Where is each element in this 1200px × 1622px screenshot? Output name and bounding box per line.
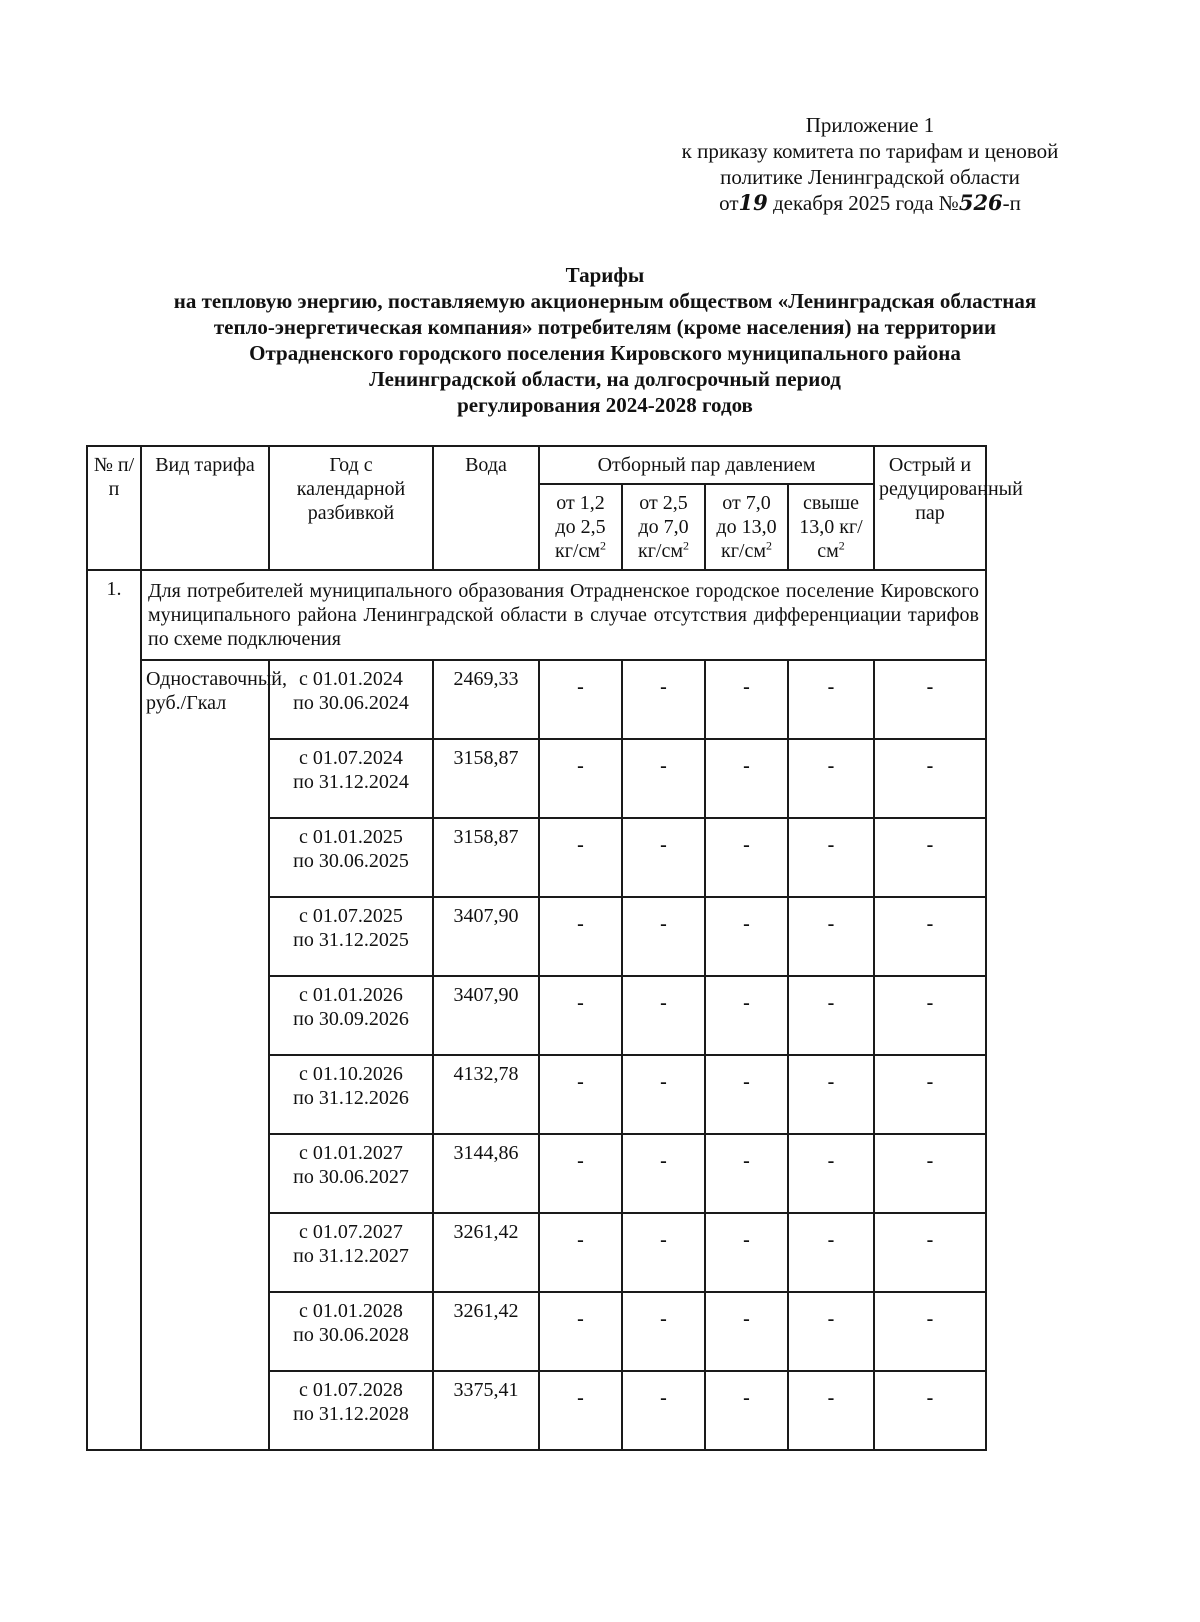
- period-cell: [269, 818, 433, 897]
- annex-date-middle: декабря 2025 года №: [772, 191, 959, 215]
- title-line1: Тарифы: [565, 263, 645, 287]
- empty-value-dash: -: [788, 1134, 874, 1213]
- empty-value-dash: -: [539, 739, 622, 818]
- empty-value-dash: -: [874, 1134, 986, 1213]
- empty-value-dash: -: [622, 976, 705, 1055]
- period-cell: [269, 1134, 433, 1213]
- water-value: 3261,42: [433, 1213, 539, 1292]
- period-to: по 31.12.2024: [293, 771, 409, 793]
- period-cell: [269, 1292, 433, 1371]
- header-pressure-1: от 1,2 до 2,5 $кг/см^2$: [539, 484, 622, 570]
- empty-value-dash: -: [874, 976, 986, 1055]
- period-to: по 30.06.2025: [293, 850, 409, 872]
- period-to: по 30.09.2026: [293, 1008, 409, 1030]
- period-from: с 01.07.2028: [299, 1379, 403, 1401]
- water-value: 2469,33: [433, 660, 539, 739]
- water-value: 3407,90: [433, 897, 539, 976]
- empty-value-dash: -: [539, 976, 622, 1055]
- empty-value-dash: -: [622, 897, 705, 976]
- section-number: 1.: [87, 570, 141, 1450]
- annex-line1: Приложение 1: [805, 113, 935, 137]
- period-from: с 01.01.2028: [299, 1300, 403, 1322]
- water-value: 3158,87: [433, 818, 539, 897]
- empty-value-dash: -: [788, 660, 874, 739]
- empty-value-dash: -: [874, 818, 986, 897]
- period-cell: [269, 976, 433, 1055]
- empty-value-dash: -: [788, 897, 874, 976]
- period-to: по 31.12.2028: [293, 1403, 409, 1425]
- empty-value-dash: -: [622, 1134, 705, 1213]
- annex-date-prefix: от: [719, 191, 739, 215]
- empty-value-dash: -: [622, 818, 705, 897]
- empty-value-dash: -: [788, 1055, 874, 1134]
- empty-value-dash: -: [788, 1371, 874, 1450]
- period-to: по 30.06.2027: [293, 1166, 409, 1188]
- water-value: 4132,78: [433, 1055, 539, 1134]
- header-steam: Отборный пар давлением: [539, 446, 874, 484]
- period-to: по 31.12.2026: [293, 1087, 409, 1109]
- period-from: с 01.01.2027: [299, 1142, 403, 1164]
- empty-value-dash: -: [874, 739, 986, 818]
- annex-order-suffix: -п: [1002, 191, 1021, 215]
- period-to: по 30.06.2028: [293, 1324, 409, 1346]
- period-to: по 31.12.2027: [293, 1245, 409, 1267]
- empty-value-dash: -: [705, 1055, 788, 1134]
- empty-value-dash: -: [705, 1292, 788, 1371]
- period-cell: [269, 897, 433, 976]
- table-row: [87, 660, 986, 739]
- annex-line2: к приказу комитета по тарифам и ценовой: [681, 139, 1059, 163]
- title-line3: тепло-энергетическая компания» потребителям (кроме населения) на территории: [213, 315, 997, 339]
- empty-value-dash: -: [539, 660, 622, 739]
- water-value: 3261,42: [433, 1292, 539, 1371]
- period-cell: [269, 660, 433, 739]
- annex-order-number: 526: [958, 190, 1003, 215]
- empty-value-dash: -: [622, 1292, 705, 1371]
- empty-value-dash: -: [622, 1213, 705, 1292]
- empty-value-dash: -: [539, 1134, 622, 1213]
- empty-value-dash: -: [874, 1371, 986, 1450]
- annex-line3: политике Ленинградской области: [720, 165, 1020, 189]
- period-cell: [269, 1213, 433, 1292]
- empty-value-dash: -: [874, 1213, 986, 1292]
- period-from: с 01.07.2025: [299, 905, 403, 927]
- header-kind: Вид тарифа: [141, 446, 269, 570]
- empty-value-dash: -: [788, 976, 874, 1055]
- document-title: [70, 262, 1140, 418]
- period-from: с 01.07.2027: [299, 1221, 403, 1243]
- period-from: с 01.07.2024: [299, 747, 403, 769]
- empty-value-dash: -: [539, 1292, 622, 1371]
- empty-value-dash: -: [788, 739, 874, 818]
- title-line2: на тепловую энергию, поставляемую акционерным обществом «Ленинградская областная: [173, 289, 1037, 313]
- empty-value-dash: -: [622, 1055, 705, 1134]
- water-value: 3407,90: [433, 976, 539, 1055]
- water-value: 3144,86: [433, 1134, 539, 1213]
- empty-value-dash: -: [788, 1292, 874, 1371]
- empty-value-dash: -: [539, 1213, 622, 1292]
- empty-value-dash: -: [788, 818, 874, 897]
- header-num: № п/п: [87, 446, 141, 570]
- empty-value-dash: -: [705, 976, 788, 1055]
- period-to: по 30.06.2024: [293, 692, 409, 714]
- water-value: 3375,41: [433, 1371, 539, 1450]
- header-sharp-steam: Острый и редуцированный пар: [874, 446, 986, 570]
- annex-day: 19: [738, 190, 768, 215]
- empty-value-dash: -: [874, 1055, 986, 1134]
- period-cell: [269, 739, 433, 818]
- empty-value-dash: -: [705, 897, 788, 976]
- annex-header: [640, 112, 1100, 216]
- empty-value-dash: -: [705, 1213, 788, 1292]
- empty-value-dash: -: [874, 660, 986, 739]
- header-pressure-4: свыше 13,0 $кг/см^2$: [788, 484, 874, 570]
- section-text: Для потребителей муниципального образования Отрадненское городское поселение Кировского муниципального района Ленинградской области в случае отсутствия дифференциации тарифов по схеме подключения: [141, 570, 986, 660]
- header-pressure-2: от 2,5 до 7,0 $кг/см^2$: [622, 484, 705, 570]
- period-cell: [269, 1055, 433, 1134]
- empty-value-dash: -: [705, 660, 788, 739]
- title-line4: Отрадненского городского поселения Кировского муниципального района: [249, 341, 961, 365]
- empty-value-dash: -: [622, 1371, 705, 1450]
- header-water: Вода: [433, 446, 539, 570]
- annex-date-line: [640, 190, 1100, 216]
- empty-value-dash: -: [622, 739, 705, 818]
- period-from: с 01.10.2026: [299, 1063, 403, 1085]
- empty-value-dash: -: [874, 897, 986, 976]
- header-pressure-3: от 7,0 до 13,0 $кг/см^2$: [705, 484, 788, 570]
- empty-value-dash: -: [788, 1213, 874, 1292]
- empty-value-dash: -: [539, 1055, 622, 1134]
- header-year: Год с календарной разбивкой: [269, 446, 433, 570]
- tariff-kind: Одноставочный, руб./Гкал: [141, 660, 269, 1450]
- period-cell: [269, 1371, 433, 1450]
- empty-value-dash: -: [705, 739, 788, 818]
- empty-value-dash: -: [874, 1292, 986, 1371]
- period-from: с 01.01.2026: [299, 984, 403, 1006]
- empty-value-dash: -: [539, 818, 622, 897]
- period-from: с 01.01.2025: [299, 826, 403, 848]
- empty-value-dash: -: [705, 1371, 788, 1450]
- empty-value-dash: -: [705, 818, 788, 897]
- period-from: с 01.01.2024: [299, 668, 403, 690]
- title-line6: регулирования 2024-2028 годов: [457, 393, 753, 417]
- tariff-table: [86, 445, 1023, 1451]
- water-value: 3158,87: [433, 739, 539, 818]
- title-line5: Ленинградской области, на долгосрочный период: [369, 367, 841, 391]
- empty-value-dash: -: [539, 1371, 622, 1450]
- empty-value-dash: -: [622, 660, 705, 739]
- period-to: по 31.12.2025: [293, 929, 409, 951]
- empty-value-dash: -: [539, 897, 622, 976]
- empty-value-dash: -: [705, 1134, 788, 1213]
